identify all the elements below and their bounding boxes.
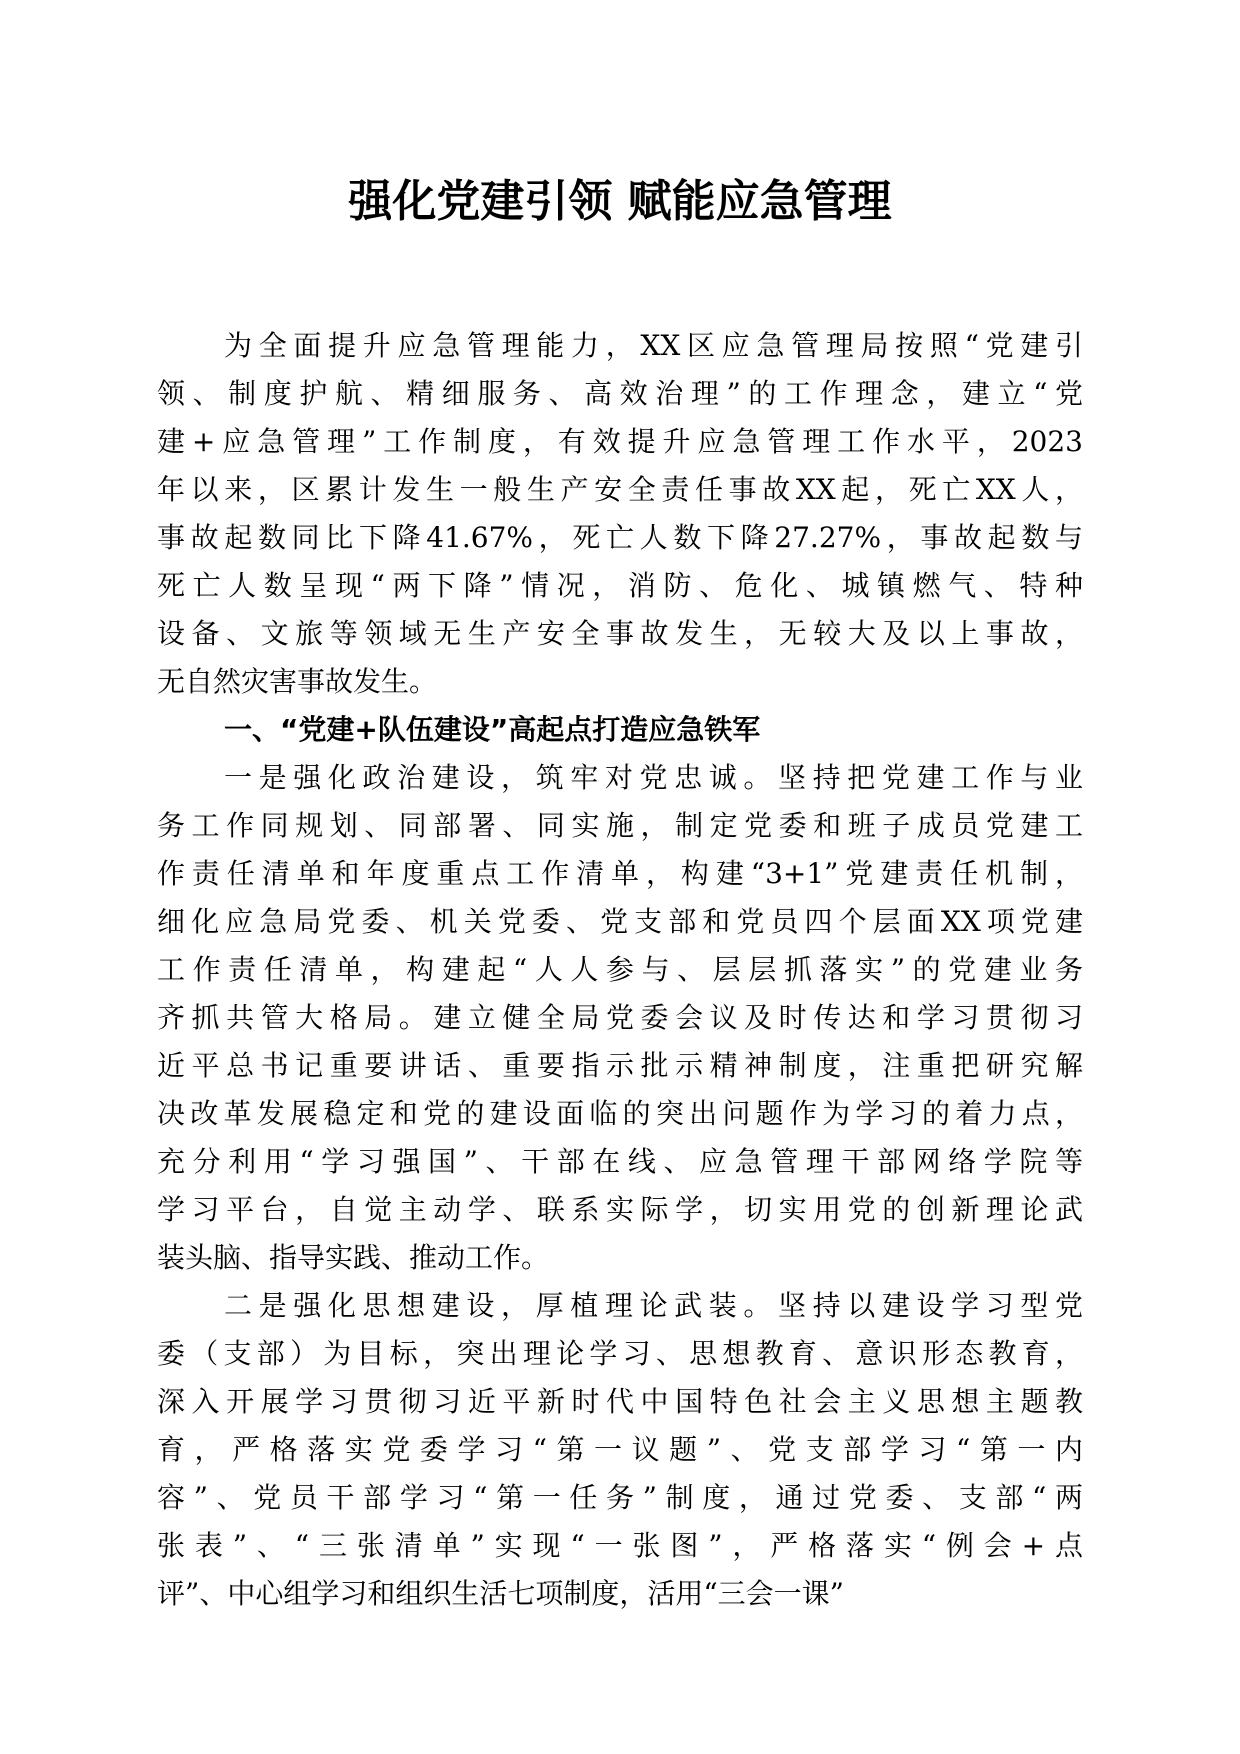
text-line: 深入开展学习贯彻习近平新时代中国特色社会主义思想主题教 <box>157 1385 1083 1418</box>
text-line: 建+应急管理”工作制度，有效提升应急管理工作水平，2023 <box>157 425 1083 458</box>
body-paragraph <box>157 1282 1083 1618</box>
document-body <box>157 322 1083 1618</box>
text-line: 装头脑、指导实践、推动工作。 <box>157 1241 550 1274</box>
body-paragraph <box>157 322 1083 706</box>
text-line: 张表”、“三张清单”实现“一张图”，严格落实“例会+点 <box>157 1529 1083 1562</box>
text-line: 为全面提升应急管理能力，XX区应急管理局按照“党建引 <box>224 329 1083 362</box>
body-paragraph <box>157 754 1083 1282</box>
text-line: 委（支部）为目标，突出理论学习、思想教育、意识形态教育， <box>157 1337 1083 1370</box>
text-line: 设备、文旅等领域无生产安全事故发生，无较大及以上事故， <box>157 617 1083 650</box>
text-line: 二是强化思想建设，厚植理论武装。坚持以建设学习型党 <box>224 1289 1083 1322</box>
text-line: 学习平台，自觉主动学、联系实际学，切实用党的创新理论武 <box>157 1193 1083 1226</box>
text-line: 一是强化政治建设，筑牢对党忠诚。坚持把党建工作与业 <box>224 761 1083 794</box>
text-line: 决改革发展稳定和党的建设面临的突出问题作为学习的着力点， <box>157 1097 1083 1130</box>
text-line: 育，严格落实党委学习“第一议题”、党支部学习“第一内 <box>157 1433 1083 1466</box>
text-line: 年以来，区累计发生一般生产安全责任事故XX起，死亡XX人， <box>157 473 1083 506</box>
section-heading <box>157 706 1083 754</box>
text-line: 事故起数同比下降41.67%，死亡人数下降27.27%，事故起数与 <box>157 521 1083 554</box>
text-line: 工作责任清单，构建起“人人参与、层层抓落实”的党建业务 <box>157 953 1083 986</box>
document-title: 强化党建引领 赋能应急管理 <box>348 176 892 227</box>
text-line: 无自然灾害事故发生。 <box>157 665 438 698</box>
text-line: 近平总书记重要讲话、重要指示批示精神制度，注重把研究解 <box>157 1049 1083 1082</box>
text-line: 细化应急局党委、机关党委、党支部和党员四个层面XX项党建 <box>157 905 1083 938</box>
text-line: 领、制度护航、精细服务、高效治理”的工作理念，建立“党 <box>157 377 1083 410</box>
text-line: 死亡人数呈现“两下降”情况，消防、危化、城镇燃气、特种 <box>157 569 1083 602</box>
text-line: 齐抓共管大格局。建立健全局党委会议及时传达和学习贯彻习 <box>157 1001 1083 1034</box>
text-line: 作责任清单和年度重点工作清单，构建“3+1”党建责任机制， <box>157 857 1083 890</box>
text-line: 充分利用“学习强国”、干部在线、应急管理干部网络学院等 <box>157 1145 1083 1178</box>
text-line: 务工作同规划、同部署、同实施，制定党委和班子成员党建工 <box>157 809 1083 842</box>
text-line: 一、“党建+队伍建设”高起点打造应急铁军 <box>224 713 761 746</box>
text-line: 评”、中心组学习和组织生活七项制度，活用“三会一课” <box>157 1577 844 1610</box>
text-line: 容”、党员干部学习“第一任务”制度，通过党委、支部“两 <box>157 1481 1083 1514</box>
